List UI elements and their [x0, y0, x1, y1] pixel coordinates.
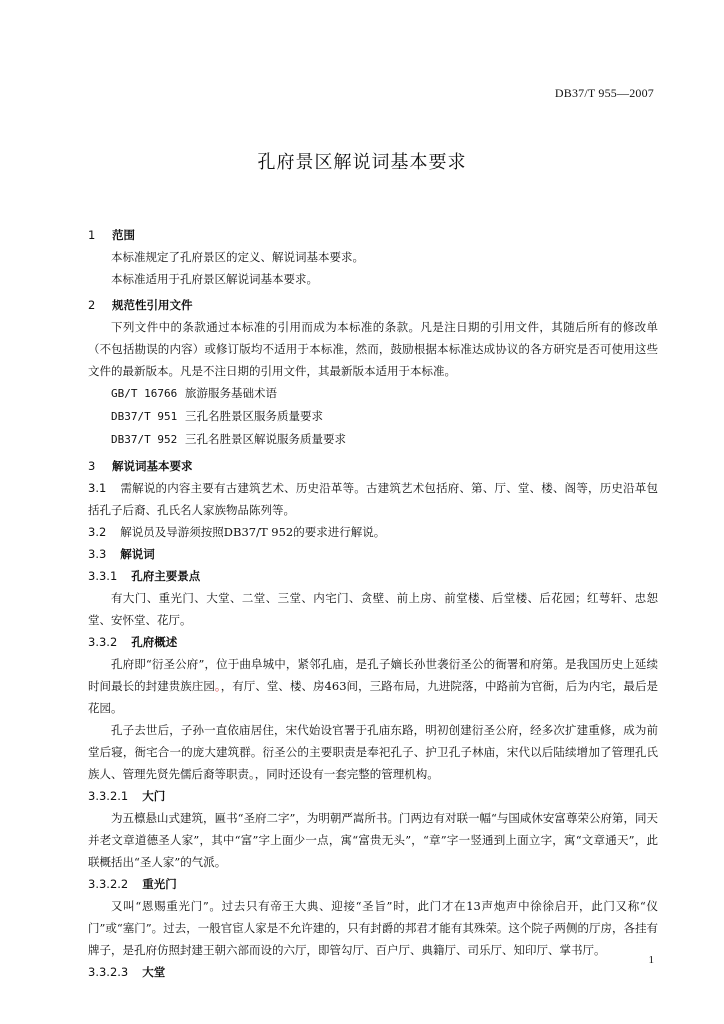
clause-text: 需解说的内容主要有古建筑艺术、历史沿革等。古建筑艺术包括府、第、厅、堂、楼、阁等，历史沿革包括孔子后裔、孔氏名人家族物品陈列等。 — [88, 481, 658, 517]
section-title: 范围 — [112, 228, 136, 242]
clause-number: 3.3.2.3 — [88, 965, 129, 979]
reference-title: 旅游服务基础术语 — [185, 386, 277, 400]
reference-title: 三孔名胜景区服务质量要求 — [185, 409, 323, 423]
clause-3-1 — [88, 477, 658, 521]
clause-title: 重光门 — [142, 877, 177, 891]
section-number: 2 — [88, 298, 96, 312]
clause-3-3-2-1-heading — [88, 785, 658, 807]
clause-title: 孔府概述 — [131, 635, 178, 649]
section-number: 1 — [88, 228, 96, 242]
page-title: 孔府景区解说词基本要求 — [257, 152, 467, 173]
clause-number: 3.3.2.1 — [88, 789, 129, 803]
clause-title: 大门 — [142, 789, 166, 803]
paragraph-text: ，同时还设有一套完整的管理机构。 — [254, 767, 439, 781]
reference-title: 三孔名胜景区解说服务质量要求 — [185, 432, 346, 446]
paragraph-text: 孔府即“衍圣公府”，位于曲阜城中，紧邻孔庙，是孔子嫡长孙世袭衍圣公的衙署和府第。是我国历史上延续时间最长的封建贵族庄园 — [88, 657, 658, 693]
reference-item — [88, 405, 658, 428]
paragraph: 下列文件中的条款通过本标准的引用而成为本标准的条款。凡是注日期的引用文件，其随后所有的修改单（不包括勘误的内容）或修订版均不适用于本标准，然而，鼓励根据本标准达成协议的各方研究是否可使用这些文件的最新版本。凡是不注日期的引用文件，其最新版本适用于本标准。 — [88, 320, 658, 378]
clause-title: 解说词 — [120, 547, 155, 561]
paragraph: 为五檩悬山式建筑，匾书“圣府二字”，为明朝严嵩所书。门两边有对联一幅“与国咸休安富尊荣公府第，同天并老文章道德圣人家”，其中“富”字上面少一点，寓“富贵无头”，“章”字一竖通到上面立字，寓“文章通天”，此联概括出“圣人家”的气派。 — [88, 811, 658, 869]
clause-3-3-2-3-heading — [88, 961, 658, 983]
section-1-heading — [88, 224, 658, 246]
clause-text: 解说员及导游须按照DB37/T 952的要求进行解说。 — [120, 525, 386, 539]
section-number: 3 — [88, 459, 96, 473]
edit-mark: 。 — [214, 679, 221, 693]
section-2-heading — [88, 294, 658, 316]
clause-number: 3.2 — [88, 525, 107, 539]
paragraph-text: 孔子去世后，子孙一直依庙居住，宋代始设官署于孔庙东路，明初创建衍圣公府，经多次扩建重修，成为前堂后寝，衙宅合一的庞大建筑群。衍圣公的主要职责是奉祀孔子、护卫孔子林庙，宋代以后陆续增加了管理孔氏族人、管理先贤先儒后裔等职责 — [88, 723, 658, 781]
clause-3-3-2-heading — [88, 631, 658, 653]
reference-item — [88, 382, 658, 405]
reference-code: GB/T 16766 — [111, 387, 178, 400]
paragraph: 本标准适用于孔府景区解说词基本要求。 — [111, 272, 318, 286]
clause-title: 大堂 — [142, 965, 166, 979]
paragraph: 有大门、重光门、大堂、二堂、三堂、内宅门、贪壁、前上房、前堂楼、后堂楼、后花园；红萼轩、忠恕堂、安怀堂、花厅。 — [88, 591, 658, 627]
document-body — [88, 220, 658, 983]
clause-3-3-heading — [88, 543, 658, 565]
clause-number: 3.1 — [88, 481, 107, 495]
clause-number: 3.3.2 — [88, 635, 118, 649]
reference-code: DB37/T 952 — [111, 433, 178, 446]
reference-item — [88, 428, 658, 451]
paragraph: 又叫“恩赐重光门”。过去只有帝王大典、迎接“圣旨”时，此门才在13声炮声中徐徐启开，此门又称“仪门”或“塞门”。过去，一般官宦人家是不允许建的，只有封爵的邦君才能有其殊荣。这个院子两侧的厅房，各挂有牌子，是孔府仿照封建王朝六部而设的六厅，即管勾厅、百户厅、典籍厅、司乐厅、知印厅、掌书厅。 — [88, 899, 658, 957]
paragraph — [88, 719, 658, 785]
section-3-heading — [88, 455, 658, 477]
document-number: DB37/T 955—2007 — [554, 86, 654, 100]
clause-3-3-1-heading — [88, 565, 658, 587]
paragraph — [88, 653, 658, 719]
clause-3-2 — [88, 521, 658, 543]
clause-title: 孔府主要景点 — [131, 569, 201, 583]
clause-number: 3.3.2.2 — [88, 877, 129, 891]
paragraph: 本标准规定了孔府景区的定义、解说词基本要求。 — [111, 250, 364, 264]
paragraph-mark: 。 — [249, 767, 255, 781]
clause-number: 3.3 — [88, 547, 107, 561]
page-number: 1 — [648, 954, 654, 966]
reference-code: DB37/T 951 — [111, 410, 178, 423]
section-title: 解说词基本要求 — [112, 459, 193, 473]
section-title: 规范性引用文件 — [112, 298, 193, 312]
clause-number: 3.3.1 — [88, 569, 118, 583]
paragraph-text: ，有厅、堂、楼、房463间，三路布局，九进院落，中路前为官衙，后为内宅，最后是花园。 — [88, 679, 659, 715]
clause-3-3-2-2-heading — [88, 873, 658, 895]
